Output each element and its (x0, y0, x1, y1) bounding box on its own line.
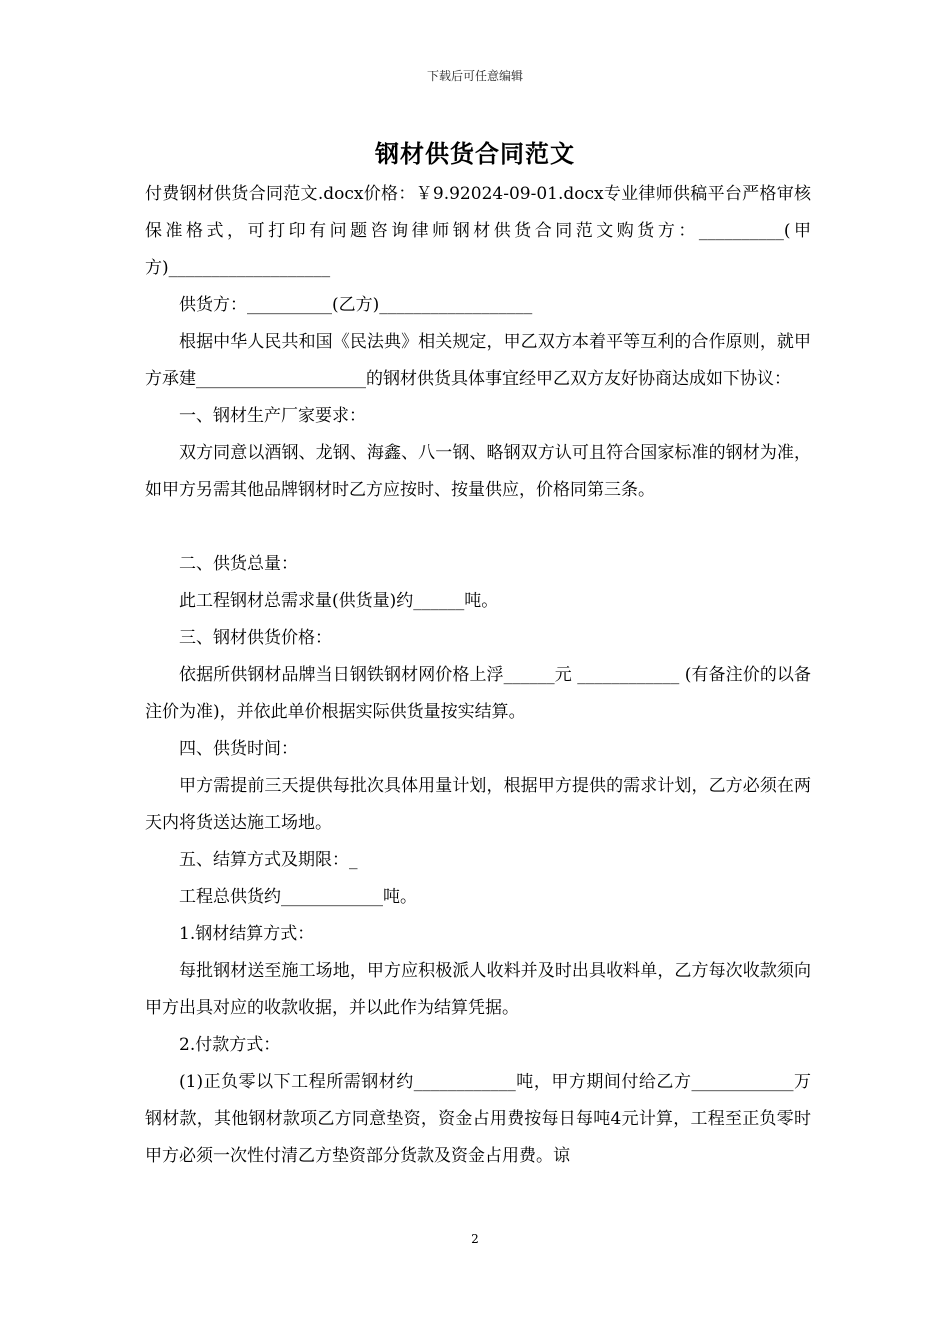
section-heading: 五、结算方式及期限：_ (179, 850, 358, 870)
section-heading: 二、供货总量： (179, 554, 298, 574)
page-header: 下载后可任意编辑 (426, 69, 523, 83)
document-body (145, 176, 811, 1175)
paragraph: 甲方需提前三天提供每批次具体用量计划，根据甲方提供的需求计划，乙方必须在两天内将货送达施工场地。 (145, 776, 811, 833)
blank-line (145, 509, 811, 546)
page-number: 2 (471, 1232, 479, 1246)
paragraph: 依据所供钢材品牌当日钢铁钢材网价格上浮______元 ____________ (有备注价的以备注价为准)，并依此单价根据实际供货量按实结算。 (145, 665, 811, 722)
paragraph-intro: 付费钢材供货合同范文.docx价格：￥9.92024-09-01.docx专业律师供稿平台严格审核保准格式，可打印有问题咨询律师钢材供货合同范文购货方：__________(甲方)___________________ (145, 184, 811, 278)
subsection-heading: 1.钢材结算方式： (179, 924, 315, 944)
paragraph-preamble: 根据中华人民共和国《民法典》相关规定，甲乙双方本着平等互利的合作原则，就甲方承建____________________的钢材供货具体事宜经甲乙双方友好协商达成如下协议： (145, 332, 811, 389)
document-title: 钢材供货合同范文 (375, 140, 575, 168)
paragraph: 工程总供货约____________吨。 (179, 887, 417, 907)
paragraph: 双方同意以酒钢、龙钢、海鑫、八一钢、略钢双方认可且符合国家标准的钢材为准，如甲方另需其他品牌钢材时乙方应按时、按量供应，价格同第三条。 (145, 443, 811, 500)
paragraph: (1)正负零以下工程所需钢材约____________吨，甲方期间付给乙方____________万钢材款，其他钢材款项乙方同意垫资，资金占用费按每日每吨4元计算，工程至正负零时甲方必须一次性付清乙方垫资部分货款及资金占用费。谅 (145, 1072, 811, 1166)
section-heading: 三、钢材供货价格： (179, 628, 332, 648)
paragraph-supplier: 供货方：__________(乙方)__________________ (179, 295, 533, 315)
section-heading: 四、供货时间： (179, 739, 298, 759)
paragraph: 此工程钢材总需求量(供货量)约______吨。 (179, 591, 499, 611)
subsection-heading: 2.付款方式： (179, 1035, 281, 1055)
section-heading: 一、钢材生产厂家要求： (179, 406, 366, 426)
paragraph: 每批钢材送至施工场地，甲方应积极派人收料并及时出具收料单，乙方每次收款须向甲方出具对应的收款收据，并以此作为结算凭据。 (145, 961, 811, 1018)
